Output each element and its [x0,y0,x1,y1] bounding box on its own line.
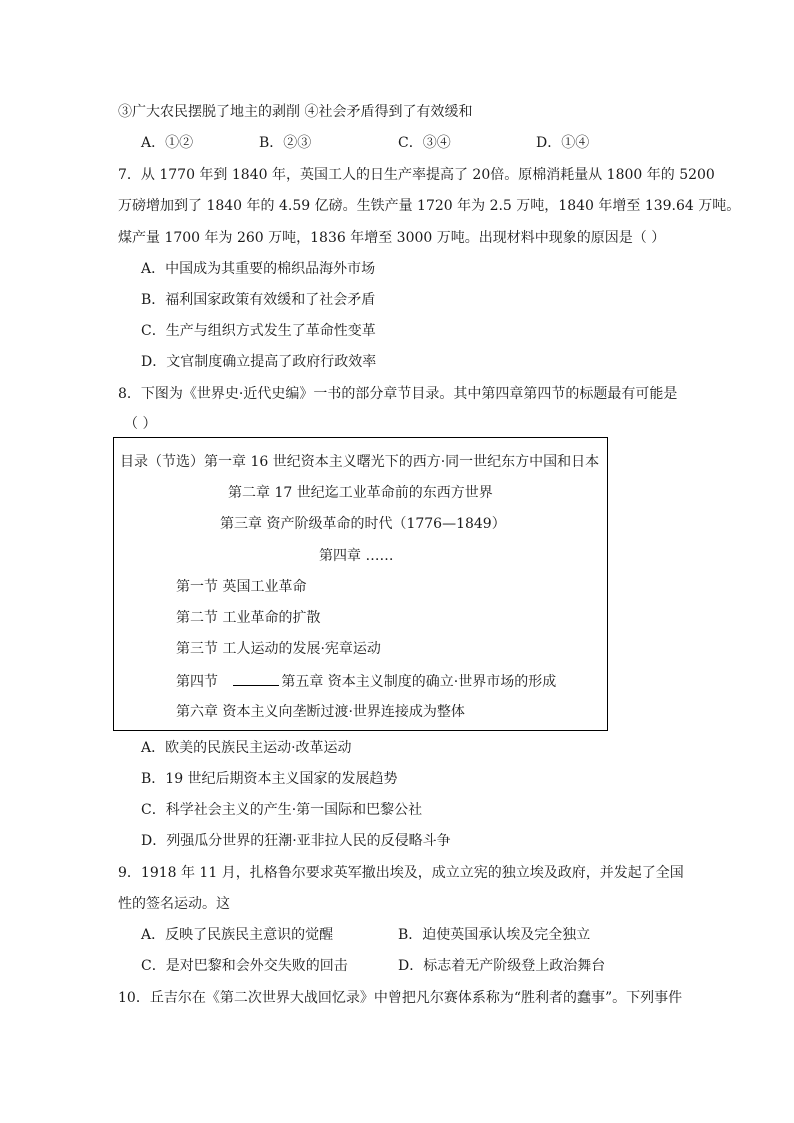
q9-option-d[interactable]: D．标志着无产阶级登上政治舞台 [398,958,606,974]
answer-blank [233,671,279,686]
q9-stem-line-2: 性的签名运动。这 [118,896,230,912]
toc-line-8-chapter5: 第五章 资本主义制度的确立·世界市场的形成 [281,674,557,690]
q8-stem-line-1: 8．下图为《世界史·近代史编》一书的部分章节目录。其中第四章第四节的标题最有可能是 [118,386,678,402]
q9-option-c[interactable]: C．是对巴黎和会外交失败的回击 [141,958,348,974]
q6-option-d[interactable]: D．①④ [536,135,590,151]
toc-line-8-label: 第四节 [176,674,218,690]
toc-line-2: 第二章 17 世纪迄工业革命前的东西方世界 [228,485,493,501]
q7-option-a[interactable]: A．中国成为其重要的棉织品海外市场 [141,261,376,277]
q7-stem-line-1: 7．从 1770 年到 1840 年，英国工人的日生产率提高了 20倍。原棉消耗量从 1800 年的 5200 [118,167,715,183]
q8-option-b[interactable]: B．19 世纪后期资本主义国家的发展趋势 [141,771,398,787]
toc-line-3: 第三章 资产阶级革命的时代（1776—1849） [220,516,506,532]
toc-box [113,437,608,731]
toc-line-7: 第三节 工人运动的发展·宪章运动 [176,641,381,657]
q7-option-b[interactable]: B．福利国家政策有效缓和了社会矛盾 [141,292,376,308]
q9-option-a[interactable]: A．反映了民族民主意识的觉醒 [141,927,334,943]
q7-option-d[interactable]: D．文官制度确立提高了政府行政效率 [141,354,377,370]
q7-stem-line-3: 煤产量 1700 年为 260 万吨，1836 年增至 3000 万吨。出现材料中现象的原因是（ ） [118,230,666,246]
q6-stem-tail: ③广大农民摆脱了地主的剥削 ④社会矛盾得到了有效缓和 [118,104,473,120]
q6-option-b[interactable]: B．②③ [259,135,312,151]
q8-option-a[interactable]: A．欧美的民族民主运动·改革运动 [141,740,352,756]
q8-stem-line-2: （ ） [124,416,157,432]
q7-stem-line-2: 万磅增加到了 1840 年的 4.59 亿磅。生铁产量 1720 年为 2.5 万吨，1840 年增至 139.64 万吨。 [118,198,741,214]
toc-line-9: 第六章 资本主义向垄断过渡·世界连接成为整体 [176,704,465,720]
q10-stem-line-1: 10．丘吉尔在《第二次世界大战回忆录》中曾把凡尔赛体系称为“胜利者的蠢事”。下列事件 [118,990,683,1006]
q9-option-b[interactable]: B．迫使英国承认埃及完全独立 [398,927,591,943]
q9-stem-line-1: 9．1918 年 11 月，扎格鲁尔要求英军撤出埃及，成立立宪的独立埃及政府，并发起了全国 [118,865,684,881]
toc-line-4: 第四章 …… [319,548,394,564]
q6-option-c[interactable]: C．③④ [398,135,451,151]
q6-option-a[interactable]: A．①② [141,135,194,151]
toc-line-1: 目录（节选）第一章 16 世纪资本主义曙光下的西方·同一世纪东方中国和日本 [120,454,600,470]
q7-option-c[interactable]: C．生产与组织方式发生了革命性变革 [141,323,376,339]
q8-option-d[interactable]: D．列强瓜分世界的狂潮·亚非拉人民的反侵略斗争 [141,833,451,849]
toc-line-5: 第一节 英国工业革命 [176,579,307,595]
toc-line-8 [176,671,556,692]
q8-option-c[interactable]: C．科学社会主义的产生·第一国际和巴黎公社 [141,802,423,818]
toc-line-6: 第二节 工业革命的扩散 [176,610,321,626]
